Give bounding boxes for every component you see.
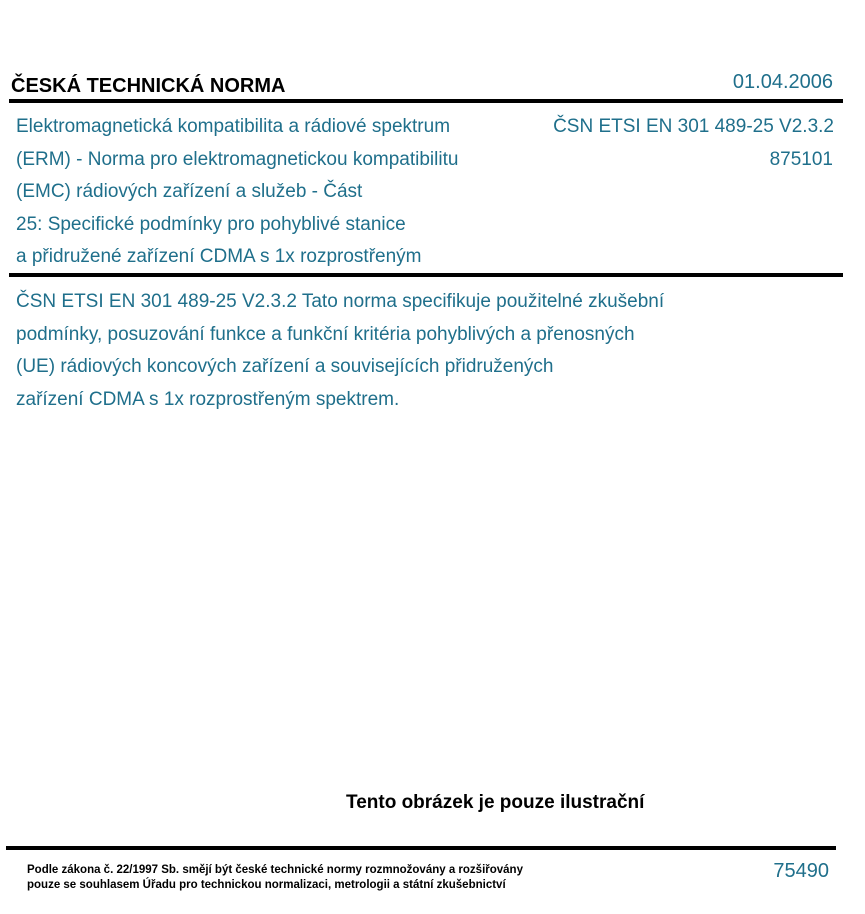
illustration-notice: Tento obrázek je pouze ilustrační xyxy=(346,792,645,813)
standard-title-line: Elektromagnetická kompatibilita a rádiové spektrum xyxy=(16,116,451,137)
title-divider xyxy=(9,273,843,277)
header-divider xyxy=(9,99,843,103)
standard-title xyxy=(16,111,516,274)
legal-notice-line: pouze se souhlasem Úřadu pro technickou normalizaci, metrologii a státní zkušebnictví xyxy=(27,879,506,891)
abstract xyxy=(16,286,836,416)
footer-divider xyxy=(6,846,836,850)
standard-title-line: 25: Specifické podmínky pro pohyblivé stanice xyxy=(16,213,406,235)
standard-code: ČSN ETSI EN 301 489-25 V2.3.2 xyxy=(553,116,834,137)
document-number: 75490 xyxy=(773,860,829,882)
legal-notice xyxy=(27,863,523,893)
document-header-title: ČESKÁ TECHNICKÁ NORMA xyxy=(11,75,286,97)
abstract-line: podmínky, posuzování funkce a funkční kritéria pohyblivých a přenosných xyxy=(16,323,635,345)
standard-title-line: a přidružené zařízení CDMA s 1x rozprostřeným xyxy=(16,246,422,267)
standard-title-line: (EMC) rádiových zařízení a služeb - Část xyxy=(16,181,363,202)
classification-number: 875101 xyxy=(769,149,833,170)
legal-notice-line: Podle zákona č. 22/1997 Sb. smějí být české technické normy rozmnožovány a rozšiřovány xyxy=(27,864,523,876)
standard-title-line: (ERM) - Norma pro elektromagnetickou kompatibilitu xyxy=(16,148,459,170)
abstract-line: (UE) rádiových koncových zařízení a souvisejících přidružených xyxy=(16,356,554,377)
publication-date: 01.04.2006 xyxy=(732,71,833,93)
abstract-line: zařízení CDMA s 1x rozprostřeným spektrem. xyxy=(16,388,400,410)
abstract-line: ČSN ETSI EN 301 489-25 V2.3.2 Tato norma specifikuje použitelné zkušební xyxy=(16,291,665,312)
